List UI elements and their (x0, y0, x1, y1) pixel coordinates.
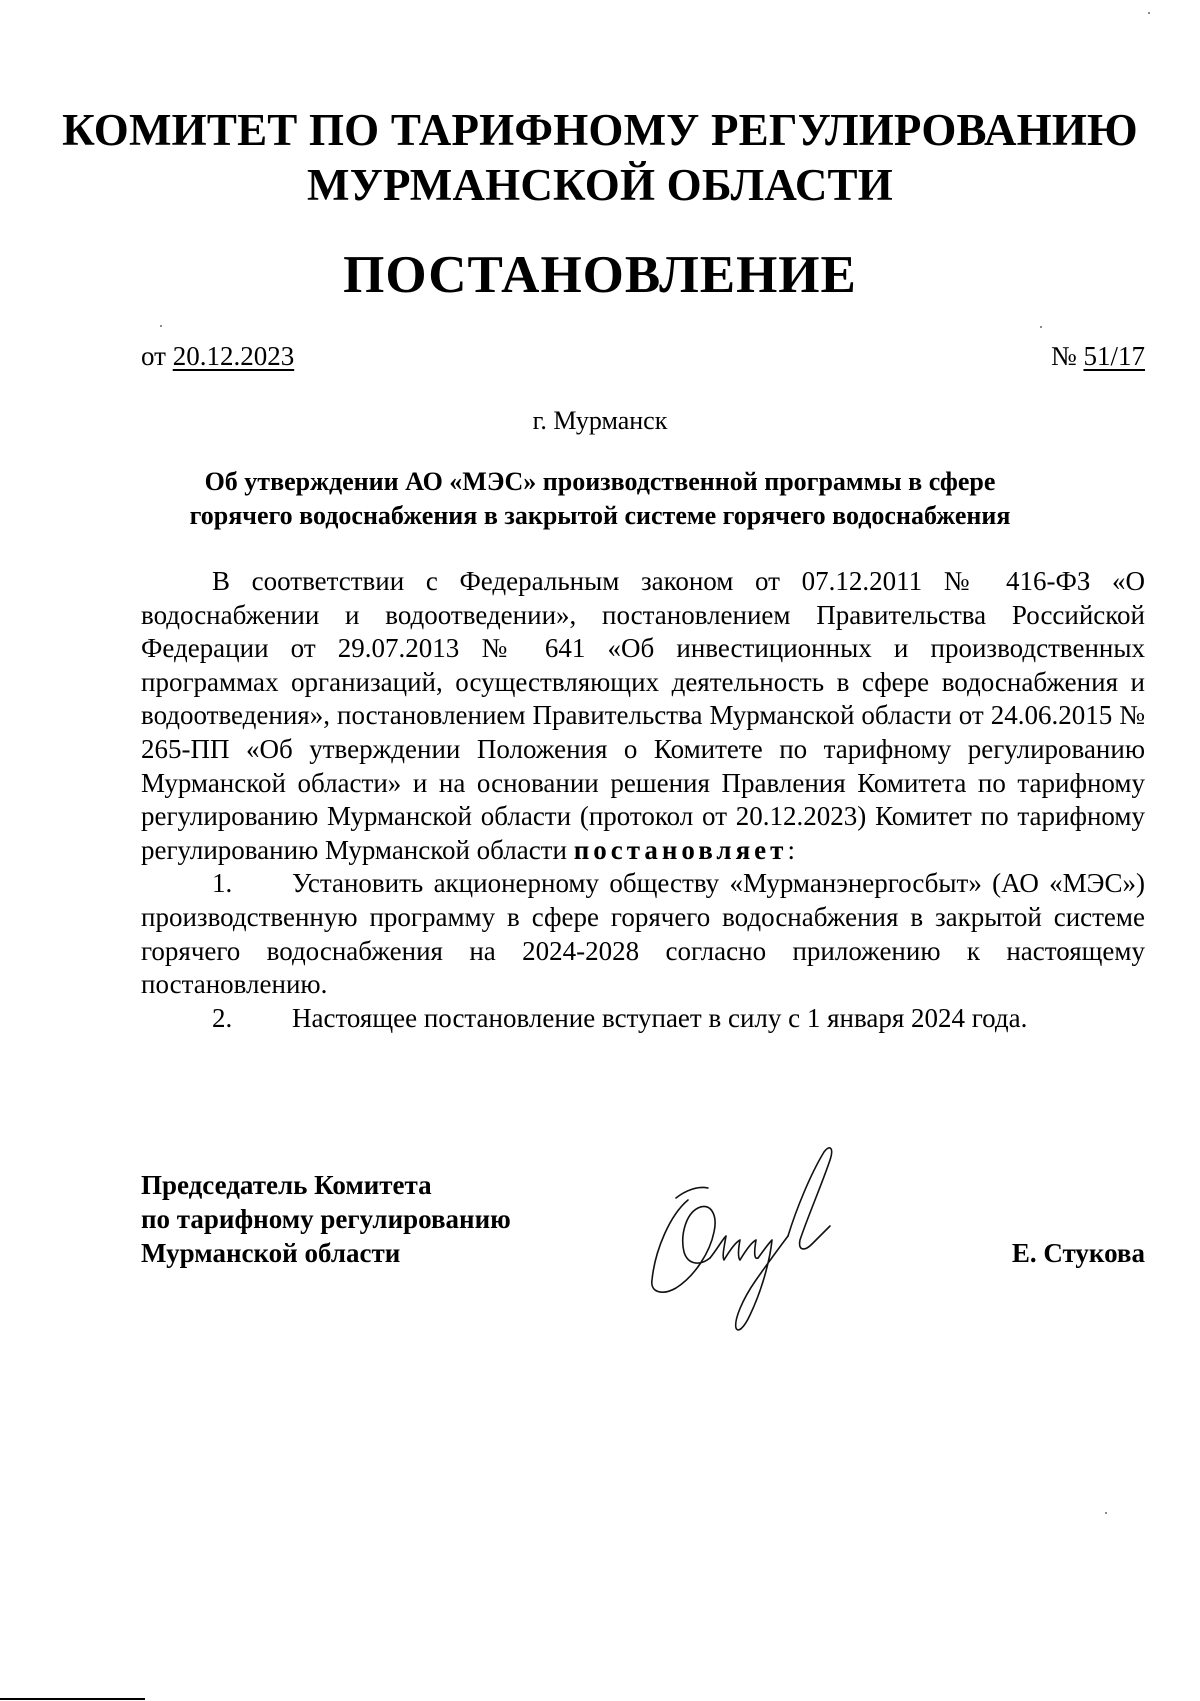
resolves-colon: : (787, 834, 795, 865)
document-subject (160, 465, 1040, 533)
authority-line-2: МУРМАНСКОЙ ОБЛАСТИ (307, 160, 893, 210)
resolution-item (141, 867, 1145, 1001)
resolves-word: постановляет (573, 834, 788, 865)
date-value: 20.12.2023 (172, 341, 295, 371)
handwritten-signature (640, 1140, 850, 1335)
position-line-3: Мурманской области (141, 1238, 401, 1268)
preamble-paragraph (141, 565, 1145, 867)
scan-speck (1105, 1512, 1107, 1514)
footer-rule (0, 1698, 145, 1700)
scan-speck (1148, 12, 1150, 14)
date-prefix: от (141, 341, 166, 371)
item-number: 2. (212, 1002, 233, 1033)
signatory-position (141, 1168, 511, 1270)
preamble-text: В соответствии с Федеральным законом от 07.12.2011 № 416-ФЗ «О водоснабжении и водоотведении», постановлением Правительства Российской Федерации от 29.07.2013 № 641 «Об инвестиционных и производственных программах организаций, осуществляющих деятельность в сфере водоснабжения и водоотведения», постановлением Правительства Мурманской области от 24.06.2015 № 265-ПП «Об утверждении Положения о Комитете по тарифному регулированию Мурманской области» и на основании решения Правления Комитета по тарифному регулированию Мурманской области (протокол от 20.12.2023) Комитет по тарифному регулированию Мурманской области (141, 566, 1145, 865)
resolution-item (141, 1002, 1145, 1036)
subject-line-1: Об утверждении АО «МЭС» производственной программы в сфере (204, 467, 996, 496)
signer-name: Е. Стукова (1011, 1238, 1145, 1268)
position-line-2: по тарифному регулированию (141, 1204, 511, 1234)
authority-line-1: КОМИТЕТ ПО ТАРИФНОМУ РЕГУЛИРОВАНИЮ (62, 105, 1138, 155)
scan-speck (1040, 326, 1042, 328)
subject-line-2: горячего водоснабжения в закрытой системе горячего водоснабжения (189, 501, 1011, 530)
document-body (141, 565, 1145, 1035)
document-number (1051, 339, 1145, 373)
city-of-issue: г. Мурманск (532, 406, 668, 435)
number-value: 51/17 (1083, 341, 1145, 371)
scan-speck (160, 325, 162, 327)
item-text: Настоящее постановление вступает в силу с 1 января 2024 года. (292, 1002, 1028, 1033)
number-prefix: № (1050, 341, 1077, 371)
item-number: 1. (212, 868, 233, 899)
position-line-1: Председатель Комитета (141, 1170, 432, 1200)
issuing-authority (0, 103, 1200, 213)
document-date (141, 339, 294, 373)
document-type-title: ПОСТАНОВЛЕНИЕ (343, 246, 857, 304)
item-text: Установить акционерному обществу «Мурманэнергосбыт» (АО «МЭС») производственную программу в сфере горячего водоснабжения в закрытой системе горячего водоснабжения на 2024-2028 согласно приложению к настоящему постановлению. (141, 868, 1145, 1000)
